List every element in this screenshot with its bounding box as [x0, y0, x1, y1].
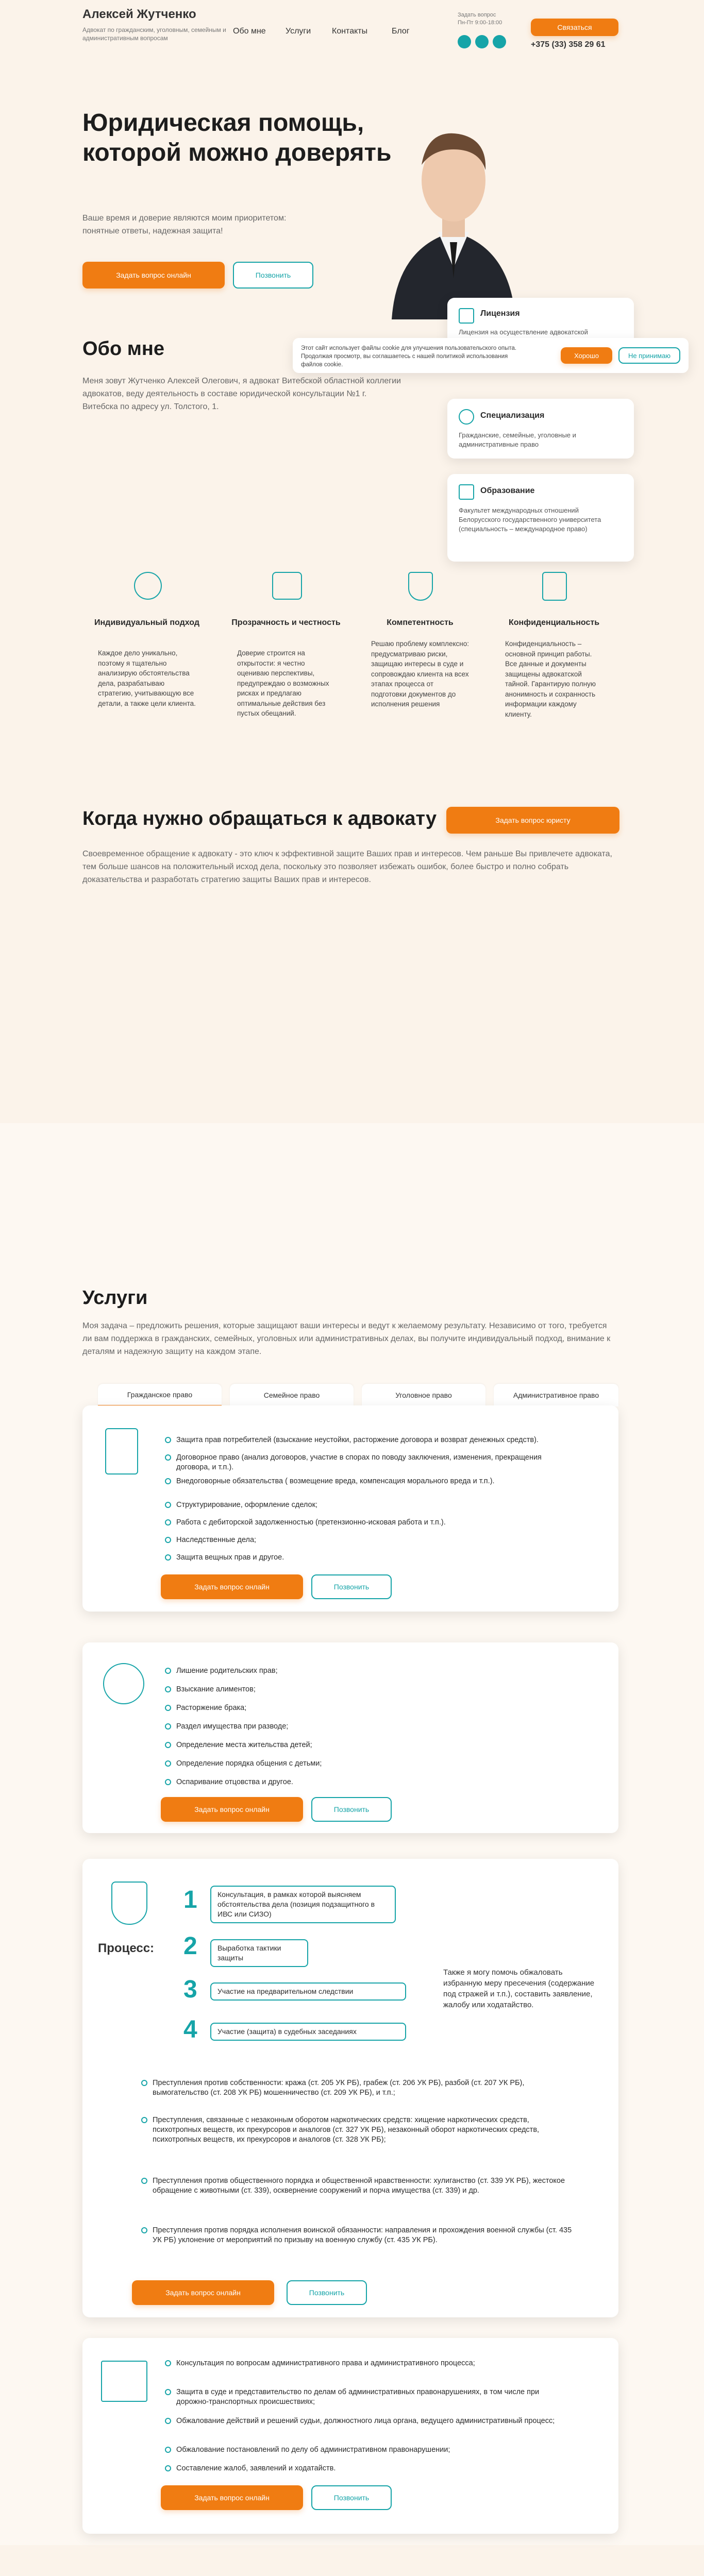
civil-call-button[interactable]: Позвонить — [311, 1574, 392, 1599]
list-item: Защита вещных прав и другое. — [176, 1553, 568, 1563]
list-item: Преступления против порядка исполнения воинской обязанности: направления и прохождения военной службы (ст. 435 УК РБ) уклонение от мероприятий по призыву на военную службу (ст. 435 УК РБ). — [153, 2226, 575, 2245]
handshake-icon — [272, 572, 302, 600]
process-label: Процесс: — [98, 1941, 155, 1955]
list-item: Консультация по вопросам административного права и административного процесса; — [176, 2359, 568, 2368]
list-item: Определение порядка общения с детьми; — [176, 1759, 568, 1769]
header — [0, 0, 704, 67]
admin-call-button[interactable]: Позвонить — [311, 2485, 392, 2510]
feature-text: Конфиденциальность – основной принцип работы. Все данные и документы защищены адвокатской тайной. Гарантирую полную анонимность и сохранность информации каждому клиенту. — [505, 640, 596, 718]
family-ask-button[interactable]: Задать вопрос онлайн — [161, 1797, 303, 1822]
list-item: Наследственные дела; — [176, 1535, 568, 1545]
defense-shield-icon — [111, 1882, 147, 1925]
nav-services[interactable]: Услуги — [286, 27, 311, 36]
process-step: Выработка тактики защиты — [210, 1939, 308, 1967]
phone-number[interactable]: +375 (33) 358 29 61 — [531, 40, 606, 49]
services-text: Моя задача – предложить решения, которые защищают ваши интересы и ведут к желаемому результату. Независимо от того, требуется ли вам поддержка в гражданских, семейных, уголовных или административных делах, вы получите индивидуальный подход, внимание к деталям и надежную защиту на каждом этапе. — [82, 1321, 611, 1356]
contract-icon — [105, 1428, 138, 1475]
feature-title: Прозрачность и честность — [231, 618, 341, 627]
license-text: Лицензия на осуществление адвокатской — [459, 328, 588, 336]
step-number: 2 — [183, 1933, 197, 1960]
criminal-call-button[interactable]: Позвонить — [287, 2280, 367, 2305]
feature-title: Конфиденциальность — [508, 618, 600, 627]
list-item: Договорное право (анализ договоров, участие в спорах по поводу заключения, изменения, прекращения договора, и т.п.). — [176, 1453, 568, 1472]
specialization-card — [447, 399, 634, 459]
contact-button[interactable]: Связаться — [531, 19, 618, 36]
process-side-note: Также я могу помочь обжаловать избранную меру пресечения (содержание под стражей и т.п.), составить заявление, жалобу или ходатайство. — [443, 1968, 595, 2009]
step-number: 3 — [183, 1976, 197, 2003]
criminal-ask-button[interactable]: Задать вопрос онлайн — [132, 2280, 274, 2305]
education-icon — [459, 484, 474, 500]
admin-card — [82, 2338, 618, 2534]
specialization-icon — [459, 409, 474, 425]
whatsapp-icon[interactable] — [493, 35, 506, 48]
social-icons — [458, 35, 506, 48]
nav-about[interactable]: Обо мне — [233, 27, 266, 36]
list-item: Взыскание алиментов; — [176, 1685, 568, 1694]
specialization-text: Гражданские, семейные, уголовные и административные право — [459, 431, 576, 448]
process-step: Участие (защита) в судебных заседаниях — [210, 2023, 406, 2041]
admin-ask-button[interactable]: Задать вопрос онлайн — [161, 2485, 303, 2510]
telegram-icon[interactable] — [458, 35, 471, 48]
services-tabs — [98, 1384, 618, 1406]
shield-icon — [408, 572, 433, 601]
step-number: 4 — [183, 2016, 197, 2043]
feature-text: Решаю проблему комплексно: предусматриваю риски, защищаю интересы в суде и сопровождаю клиента на всех этапах процесса от подготовки документов до исполнения решения — [371, 640, 469, 708]
criminal-card — [82, 1859, 618, 2317]
cookie-text: Этот сайт использует файлы cookie для улучшения пользовательского опыта. Продолжая просмотр, вы соглашаетесь с нашей политикой использования файлов cookie. — [301, 345, 517, 368]
hero-title: Юридическая помощь, которой можно доверять — [82, 109, 392, 166]
site-name[interactable]: Алексей Жутченко — [82, 7, 196, 21]
feature-text: Каждое дело уникально, поэтому я тщательно анализирую обстоятельства дела, разрабатываю стратегию, учитывающую все детали, а также цели клиента. — [98, 649, 196, 707]
cookie-accept-button[interactable]: Хорошо — [561, 347, 612, 364]
cookie-banner — [293, 338, 689, 373]
list-item: Лишение родительских прав; — [176, 1666, 568, 1676]
nav-blog[interactable]: Блог — [392, 27, 410, 36]
list-item: Преступления, связанные с незаконным оборотом наркотических средств: хищение наркотических средств, психотропных веществ, их прекурсоров и аналогов (ст. 327 УК РБ), незаконный оборот наркотических средств, психотропных веществ, их прекурсоров и аналогов (ст. 328 УК РБ); — [153, 2115, 575, 2145]
license-title: Лицензия — [480, 309, 520, 318]
family-card — [82, 1642, 618, 1833]
tab-family[interactable]: Семейное право — [230, 1384, 354, 1406]
lawyer-photo — [350, 77, 557, 319]
process-step: Консультация, в рамках которой выясняем обстоятельства дела (позиция подзащитного в ИВС или СИЗО) — [210, 1886, 396, 1923]
viber-icon[interactable] — [475, 35, 489, 48]
cookie-decline-button[interactable]: Не принимаю — [618, 347, 680, 364]
list-item: Обжалование постановлений по делу об административном правонарушении; — [176, 2445, 568, 2455]
step-number: 1 — [183, 1886, 197, 1913]
license-icon — [459, 308, 474, 324]
courthouse-icon — [101, 2361, 147, 2402]
specialization-title: Специализация — [480, 411, 545, 420]
feature-text: Доверие строится на открытости: я честно оцениваю перспективы, предупреждаю о возможных рисках и предлагаю оптимальные действия без пустых обещаний. — [237, 649, 329, 718]
list-item: Защита в суде и представительство по делам об административных правонарушениях, в том числе при дорожно-транспортных происшествиях; — [176, 2387, 568, 2407]
hero-call-button[interactable]: Позвонить — [233, 262, 313, 289]
nav-contacts[interactable]: Контакты — [332, 27, 368, 36]
list-item: Преступления против собственности: кража (ст. 205 УК РБ), грабеж (ст. 206 УК РБ), разбой (ст. 207 УК РБ), вымогательство (ст. 208 УК РБ) мошенничество (ст. 209 УК РБ), и т.п.; — [153, 2078, 575, 2098]
features-row — [88, 572, 618, 757]
list-item: Внедоговорные обязательства ( возмещение вреда, компенсация морального вреда и т.п.). — [176, 1477, 568, 1486]
tab-admin[interactable]: Административное право — [494, 1384, 618, 1406]
list-item: Раздел имущества при разводе; — [176, 1722, 568, 1732]
when-title: Когда нужно обращаться к адвокату — [82, 808, 437, 829]
list-item: Оспаривание отцовства и другое. — [176, 1777, 568, 1787]
hero-text: Ваше время и доверие являются моим приоритетом: понятные ответы, надежная защита! — [82, 214, 287, 235]
family-icon — [103, 1663, 144, 1704]
feature-title: Индивидуальный подход — [94, 618, 199, 627]
hero-ask-button[interactable]: Задать вопрос онлайн — [82, 262, 225, 289]
family-call-button[interactable]: Позвонить — [311, 1797, 392, 1822]
lock-icon — [542, 572, 567, 601]
civil-card — [82, 1405, 618, 1612]
tab-civil[interactable]: Гражданское право — [98, 1384, 222, 1406]
list-item: Преступления против общественного порядка и общественной нравственности: хулиганство (ст. 339 УК РБ), жестокое обращение с животными (ст. 339), осквернение сооружений и порча имущества (ст. 339) и др. — [153, 2176, 575, 2196]
education-card — [447, 474, 634, 562]
civil-ask-button[interactable]: Задать вопрос онлайн — [161, 1574, 303, 1599]
services-title: Услуги — [82, 1287, 148, 1309]
when-text: Своевременное обращение к адвокату - это ключ к эффективной защите Ваших прав и интересов. Чем раньше Вы привлечете адвоката, тем больше шансов на положительный исход дела, поскольку это позволяет избежать ошибок, более быстро и полно собрать доказательства и разработать стратегию защиты Ваших прав и интересов. — [82, 850, 612, 884]
list-item: Защита прав потребителей (взыскание неустойки, расторжение договора и возврат денежных средств). — [176, 1435, 568, 1445]
schedule: Задать вопрос Пн-Пт 9:00-18:00 — [458, 12, 502, 26]
when-button[interactable]: Задать вопрос юристу — [446, 807, 619, 834]
list-item: Составление жалоб, заявлений и ходатайств. — [176, 2464, 568, 2473]
list-item: Расторжение брака; — [176, 1703, 568, 1713]
education-text: Факультет международных отношений Белорусского государственного университета (специальность – международное право) — [459, 506, 601, 533]
about-text: Меня зовут Жутченко Алексей Олегович, я адвокат Витебской областной коллегии адвокатов, веду деятельность в составе юридической консультации №1 г. Витебска по адресу ул. Толстого, 1. — [82, 377, 401, 411]
process-step: Участие на предварительном следствии — [210, 1982, 406, 2001]
list-item: Определение места жительства детей; — [176, 1740, 568, 1750]
list-item: Обжалование действий и решений судьи, должностного лица органа, ведущего административный процесс; — [176, 2416, 568, 2426]
feature-title: Компетентность — [387, 618, 454, 627]
about-title: Обо мне — [82, 338, 164, 360]
list-item: Работа с дебиторской задолженностью (претензионно-исковая работа и т.п.). — [176, 1518, 568, 1528]
list-item: Структурирование, оформление сделок; — [176, 1500, 568, 1510]
tab-criminal[interactable]: Уголовное право — [362, 1384, 485, 1406]
site-subtitle: Адвокат по гражданским, уголовным, семейным и административным вопросам — [82, 26, 226, 42]
education-title: Образование — [480, 486, 535, 495]
people-icon — [134, 572, 162, 600]
